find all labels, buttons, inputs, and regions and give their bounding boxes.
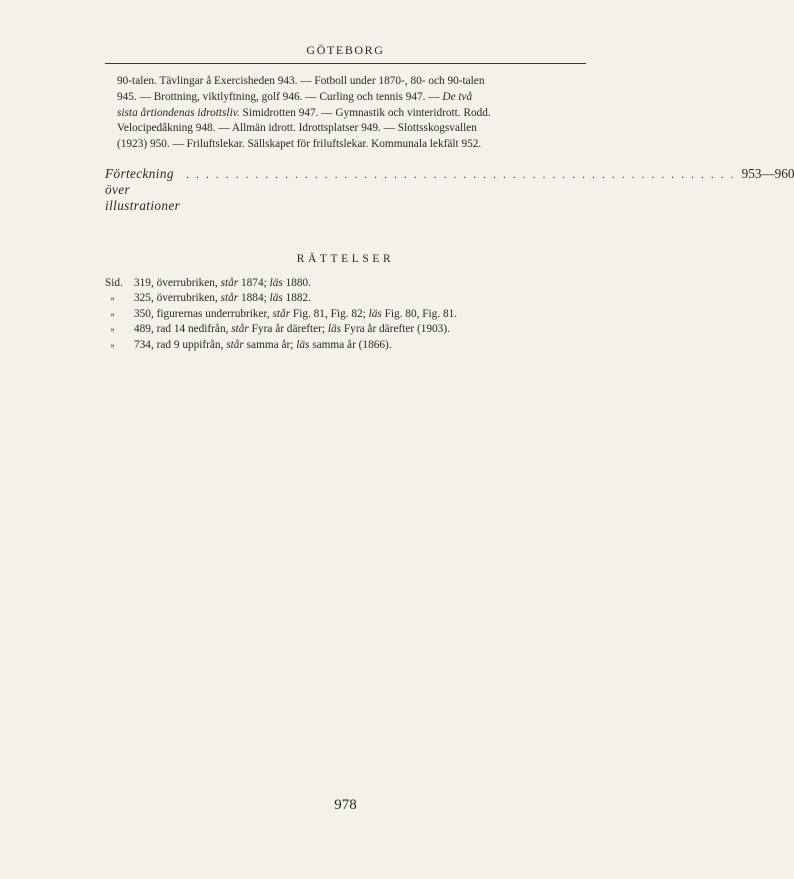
errata-text (134, 307, 457, 322)
errata-segment: 319, överrubriken, (134, 277, 221, 289)
toc-entry-pages: 953—960 (741, 166, 794, 181)
errata-row (105, 276, 586, 291)
errata-segment: Fig. 81, Fig. 82; (290, 307, 369, 320)
toc-text: Simidrotten 947. — Gymnastik och vinteridrott. Rodd. (239, 106, 491, 119)
errata-text (134, 322, 450, 337)
dot-leader: . . . . . . . . . . . . . . . . . . . . . . . . . . . . . . . . . . . . . . . . . . . . . . . . . . . . . . . . (186, 169, 736, 181)
header-rule (105, 63, 586, 64)
toc-text: 945. — Brottning, viktlyftning, golf 946. — Curling och tennis 947. — (117, 90, 443, 103)
errata-italic-word: står (220, 277, 239, 289)
errata-row (105, 291, 586, 306)
errata-segment: 734, rad 9 uppifrån, (134, 338, 227, 351)
toc-line (117, 137, 538, 153)
errata-italic-word: läs (296, 338, 310, 351)
errata-segment: Fig. 80, Fig. 81. (381, 307, 458, 320)
toc-italic-text: sista årtiondenas idrottsliv. (117, 106, 240, 119)
errata-segment: samma år; (243, 338, 297, 351)
toc-line (117, 106, 538, 122)
toc-entry-title: Förteckning över illustrationer (105, 166, 181, 213)
errata-row (105, 307, 586, 322)
errata-italic-word: läs (269, 292, 283, 305)
errata-row (105, 322, 586, 337)
errata-italic-word: läs (368, 307, 382, 320)
errata-segment: 1874; (238, 277, 270, 289)
errata-text (134, 338, 392, 353)
ditto-mark: » (110, 325, 115, 335)
errata-segment: Fyra år därefter; (248, 323, 328, 336)
errata-segment: 325, överrubriken, (134, 292, 221, 305)
errata-italic-word: läs (269, 277, 283, 289)
toc-entry-illustrations[interactable] (105, 166, 794, 214)
page-number: 978 (334, 797, 357, 813)
toc-line (117, 74, 538, 90)
errata-row (105, 338, 586, 353)
errata-segment: 1882. (282, 292, 312, 305)
errata-segment: 350, figurernas underrubriker, (134, 307, 273, 320)
errata-segment: 489, rad 14 nedifrån, (134, 323, 232, 336)
toc-line (117, 90, 538, 106)
errata-text (134, 276, 311, 291)
errata-italic-word: står (272, 307, 291, 320)
errata-list (105, 276, 586, 353)
errata-segment: 1880. (282, 277, 312, 289)
errata-segment: 1884; (238, 292, 270, 305)
errata-text (134, 291, 311, 306)
running-head: GÖTEBORG (306, 43, 385, 57)
toc-paragraph (117, 74, 538, 153)
ditto-mark: » (110, 340, 115, 350)
toc-text: 90-talen. Tävlingar å Exercisheden 943. — Fotboll under 1870-, 80- och 90-talen (117, 75, 485, 87)
ditto-mark: » (110, 294, 115, 304)
errata-italic-word: står (231, 323, 249, 336)
errata-segment: samma år (1866). (309, 338, 392, 351)
errata-segment: Fyra år därefter (1903). (341, 323, 450, 336)
errata-italic-word: står (226, 338, 244, 351)
toc-italic-text: De två (442, 90, 473, 103)
errata-heading: RÄTTELSER (296, 253, 395, 265)
errata-italic-word: står (220, 292, 239, 305)
ditto-mark: » (110, 309, 115, 319)
errata-page-prefix: Sid. (105, 277, 123, 289)
toc-text: (1923) 950. — Friluftslekar. Sällskapet för friluftslekar. Kommunala lekfält 952. (117, 138, 482, 151)
toc-line (117, 121, 538, 137)
toc-text: Velocipedåkning 948. — Allmän idrott. Idrottsplatser 949. — Slottsskogsvallen (117, 122, 477, 135)
errata-italic-word: läs (327, 323, 342, 336)
